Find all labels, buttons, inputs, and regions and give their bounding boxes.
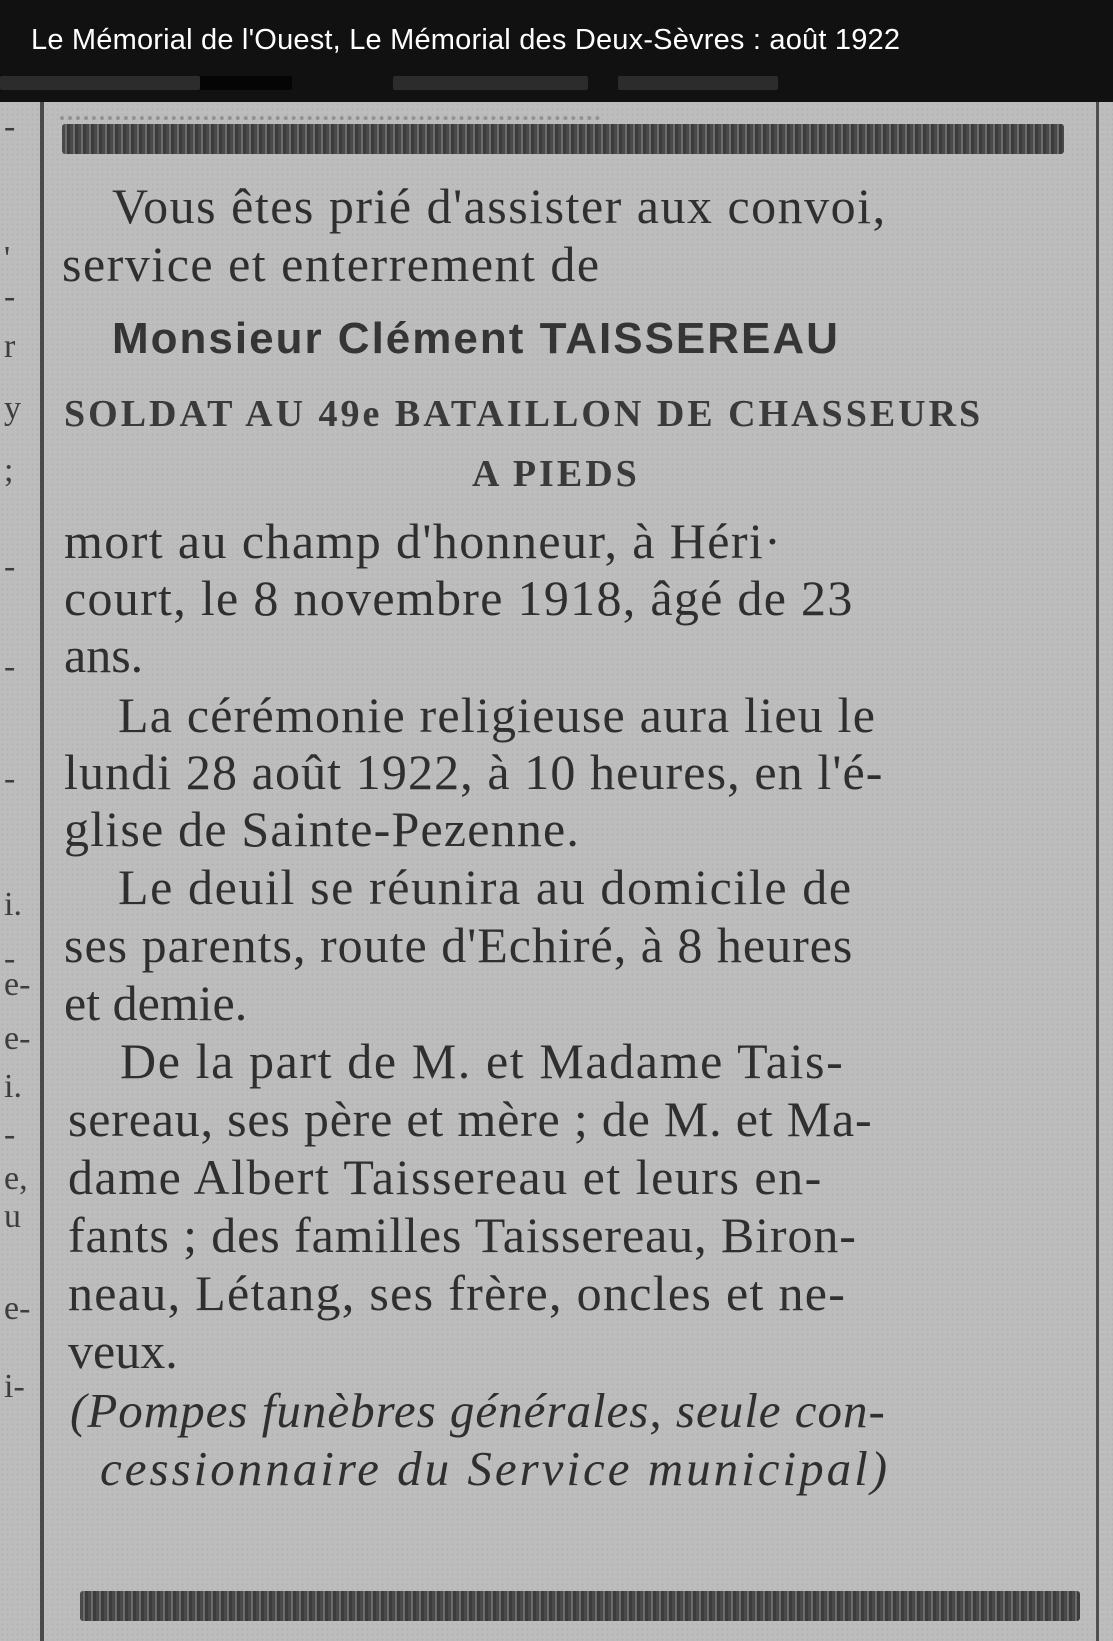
rank-line: SOLDAT AU 49e BATAILLON DE CHASSEURS bbox=[64, 393, 984, 435]
newspaper-clipping bbox=[0, 102, 1113, 1641]
margin-fragment: ; bbox=[4, 452, 14, 489]
death-line: court, le 8 novembre 1918, âgé de 23 bbox=[64, 570, 854, 626]
ceremony-line: glise de Sainte-Pezenne. bbox=[64, 801, 581, 857]
funeral-service-note: (Pompes funèbres générales, seule con- bbox=[70, 1383, 886, 1438]
margin-fragment: - bbox=[4, 108, 16, 145]
death-line: ans. bbox=[64, 627, 144, 683]
notice-intro-line: service et enterrement de bbox=[62, 236, 601, 292]
margin-fragment: - bbox=[4, 648, 16, 685]
family-line: dame Albert Taissereau et leurs en- bbox=[68, 1149, 823, 1205]
margin-fragment: e- bbox=[4, 1290, 31, 1327]
window-title: Le Mémorial de l'Ouest, Le Mémorial des Deux-Sèvres : août 1922 bbox=[31, 24, 901, 56]
tab-indicator-active[interactable] bbox=[200, 76, 292, 90]
bottom-border-band bbox=[80, 1591, 1080, 1621]
margin-fragment: ' bbox=[4, 240, 11, 277]
margin-fragment: r bbox=[4, 328, 16, 365]
margin-fragment: - bbox=[4, 940, 16, 977]
adjacent-column-fragments bbox=[0, 102, 38, 1641]
family-line: neau, Létang, ses frère, oncles et ne- bbox=[68, 1265, 847, 1321]
funeral-service-note: cessionnaire du Service municipal) bbox=[100, 1441, 891, 1496]
margin-fragment: - bbox=[4, 278, 16, 315]
top-border-band bbox=[62, 124, 1064, 154]
tab-indicator[interactable] bbox=[393, 76, 588, 90]
ceremony-line: La cérémonie religieuse aura lieu le bbox=[118, 687, 877, 743]
margin-fragment: e- bbox=[4, 966, 31, 1003]
margin-fragment: u bbox=[4, 1198, 21, 1235]
family-line: veux. bbox=[68, 1323, 178, 1379]
rank-line: A PIEDS bbox=[472, 453, 640, 495]
margin-fragment: i. bbox=[4, 1068, 22, 1105]
family-line: De la part de M. et Madame Tais- bbox=[120, 1033, 845, 1089]
margin-fragment: - bbox=[4, 548, 16, 585]
margin-fragment: i- bbox=[4, 1368, 25, 1405]
margin-fragment: - bbox=[4, 760, 16, 797]
margin-fragment: - bbox=[4, 1116, 16, 1153]
mourning-line: Le deuil se réunira au domicile de bbox=[118, 859, 853, 915]
margin-fragment: i. bbox=[4, 886, 22, 923]
death-line: mort au champ d'honneur, à Héri· bbox=[64, 513, 783, 569]
column-rule-left bbox=[40, 102, 44, 1641]
family-line: fants ; des familles Taissereau, Biron- bbox=[68, 1207, 857, 1263]
family-line: sereau, ses père et mère ; de M. et Ma- bbox=[68, 1091, 873, 1147]
previous-article-cut bbox=[60, 102, 600, 120]
margin-fragment: y bbox=[4, 390, 21, 427]
mourning-line: ses parents, route d'Echiré, à 8 heures bbox=[64, 917, 854, 973]
window-title-bar bbox=[0, 0, 1113, 102]
margin-fragment: e- bbox=[4, 1020, 31, 1057]
mourning-line: et demie. bbox=[64, 975, 248, 1031]
column-rule-right bbox=[1096, 102, 1099, 1641]
tab-indicator[interactable] bbox=[0, 76, 200, 90]
tab-indicator[interactable] bbox=[618, 76, 778, 90]
notice-intro-line: Vous êtes prié d'assister aux convoi, bbox=[112, 178, 887, 234]
margin-fragment: e, bbox=[4, 1160, 28, 1197]
ceremony-line: lundi 28 août 1922, à 10 heures, en l'é- bbox=[64, 744, 884, 800]
deceased-name: Monsieur Clément TAISSEREAU bbox=[112, 314, 840, 363]
